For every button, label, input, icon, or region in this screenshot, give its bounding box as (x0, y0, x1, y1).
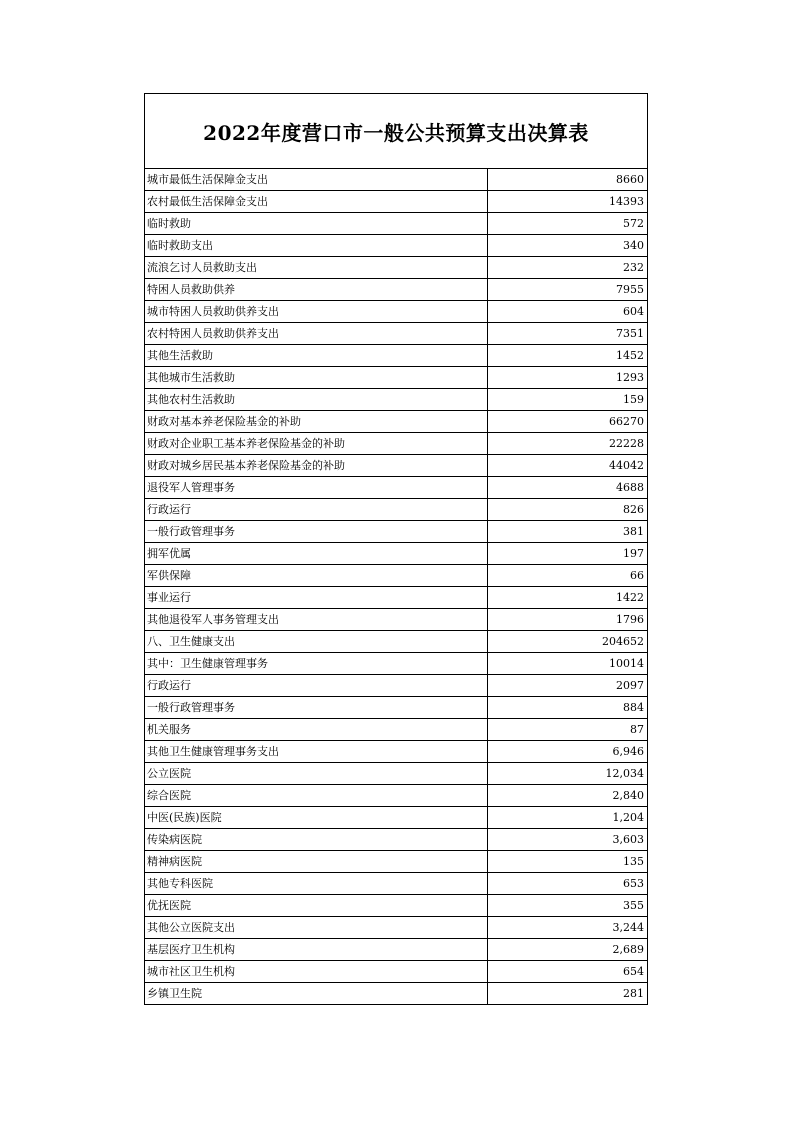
table-row (145, 609, 647, 631)
row-item-name: 传染病医院 (145, 829, 488, 851)
row-item-value: 7955 (488, 279, 648, 301)
row-item-name: 行政运行 (145, 499, 488, 521)
table-row (145, 961, 647, 983)
table-row (145, 345, 647, 367)
row-item-name: 城市最低生活保障金支出 (145, 169, 488, 191)
row-item-name: 八、卫生健康支出 (145, 631, 488, 653)
table-row (145, 631, 647, 653)
table-row (145, 675, 647, 697)
table-row (145, 653, 647, 675)
row-item-name: 临时救助支出 (145, 235, 488, 257)
row-item-value: 197 (488, 543, 648, 565)
row-item-value: 1,204 (488, 807, 648, 829)
table-row (145, 367, 647, 389)
table-row (145, 565, 647, 587)
row-item-name: 综合医院 (145, 785, 488, 807)
row-item-value: 66 (488, 565, 648, 587)
table-row (145, 499, 647, 521)
table-row (145, 983, 647, 1005)
row-item-name: 乡镇卫生院 (145, 983, 488, 1005)
row-item-name: 其他生活救助 (145, 345, 488, 367)
row-item-value: 1293 (488, 367, 648, 389)
row-item-value: 7351 (488, 323, 648, 345)
row-item-name: 优抚医院 (145, 895, 488, 917)
row-item-name: 城市特困人员救助供养支出 (145, 301, 488, 323)
table-row (145, 301, 647, 323)
table-row (145, 741, 647, 763)
table-row (145, 411, 647, 433)
row-item-value: 8660 (488, 169, 648, 191)
page-title: 2022年度营口市一般公共预算支出决算表 (203, 120, 589, 145)
table-row (145, 807, 647, 829)
row-item-name: 其他公立医院支出 (145, 917, 488, 939)
row-item-value: 12,034 (488, 763, 648, 785)
row-item-name: 退役军人管理事务 (145, 477, 488, 499)
row-item-name: 精神病医院 (145, 851, 488, 873)
row-item-name: 其他退役军人事务管理支出 (145, 609, 488, 631)
table-row (145, 235, 647, 257)
row-item-value: 604 (488, 301, 648, 323)
row-item-value: 159 (488, 389, 648, 411)
row-item-value: 6,946 (488, 741, 648, 763)
row-item-value: 87 (488, 719, 648, 741)
row-item-name: 临时救助 (145, 213, 488, 235)
row-item-value: 22228 (488, 433, 648, 455)
row-item-value: 4688 (488, 477, 648, 499)
table-row (145, 477, 647, 499)
table-row (145, 829, 647, 851)
row-item-value: 10014 (488, 653, 648, 675)
row-item-name: 拥军优属 (145, 543, 488, 565)
row-item-value: 572 (488, 213, 648, 235)
row-item-name: 财政对企业职工基本养老保险基金的补助 (145, 433, 488, 455)
row-item-value: 44042 (488, 455, 648, 477)
row-item-value: 355 (488, 895, 648, 917)
row-item-name: 城市社区卫生机构 (145, 961, 488, 983)
table-row (145, 939, 647, 961)
table-row (145, 785, 647, 807)
table-row (145, 917, 647, 939)
table-row (145, 719, 647, 741)
row-item-name: 一般行政管理事务 (145, 697, 488, 719)
row-item-value: 135 (488, 851, 648, 873)
row-item-name: 其他卫生健康管理事务支出 (145, 741, 488, 763)
row-item-name: 基层医疗卫生机构 (145, 939, 488, 961)
row-item-value: 3,244 (488, 917, 648, 939)
row-item-name: 农村最低生活保障金支出 (145, 191, 488, 213)
row-item-value: 66270 (488, 411, 648, 433)
table-row (145, 455, 647, 477)
row-item-value: 2097 (488, 675, 648, 697)
row-item-name: 特困人员救助供养 (145, 279, 488, 301)
row-item-name: 事业运行 (145, 587, 488, 609)
row-item-value: 1796 (488, 609, 648, 631)
row-item-name: 公立医院 (145, 763, 488, 785)
row-item-value: 653 (488, 873, 648, 895)
row-item-name: 机关服务 (145, 719, 488, 741)
row-item-value: 340 (488, 235, 648, 257)
table-row (145, 873, 647, 895)
table-row (145, 169, 647, 191)
row-item-value: 204652 (488, 631, 648, 653)
table-row (145, 279, 647, 301)
table-row (145, 257, 647, 279)
row-item-value: 281 (623, 987, 644, 1000)
row-item-name: 其他农村生活救助 (145, 389, 488, 411)
row-item-value: 2,689 (488, 939, 648, 961)
table-row (145, 213, 647, 235)
row-item-name: 财政对基本养老保险基金的补助 (145, 411, 488, 433)
title-cell (145, 94, 647, 169)
row-item-value: 14393 (488, 191, 648, 213)
row-item-name: 军供保障 (145, 565, 488, 587)
row-item-value: 654 (488, 961, 648, 983)
table-row (145, 587, 647, 609)
table-row (145, 323, 647, 345)
row-item-value: 1452 (488, 345, 648, 367)
row-item-value: 381 (488, 521, 648, 543)
row-item-name: 其中：卫生健康管理事务 (145, 653, 488, 675)
row-item-name: 中医(民族)医院 (145, 807, 488, 829)
table-row (145, 763, 647, 785)
row-item-value: 2,840 (488, 785, 648, 807)
row-item-name: 行政运行 (145, 675, 488, 697)
table-row (145, 521, 647, 543)
row-item-value: 3,603 (488, 829, 648, 851)
table-row (145, 697, 647, 719)
table-row (145, 851, 647, 873)
row-item-name: 其他城市生活救助 (145, 367, 488, 389)
table-row (145, 389, 647, 411)
table-row (145, 895, 647, 917)
table-body (145, 169, 647, 1004)
table-row (145, 191, 647, 213)
row-item-name: 其他专科医院 (145, 873, 488, 895)
row-item-value: 884 (488, 697, 648, 719)
row-item-name: 流浪乞讨人员救助支出 (145, 257, 488, 279)
row-item-value: 232 (488, 257, 648, 279)
table-row (145, 433, 647, 455)
row-item-name: 农村特困人员救助供养支出 (145, 323, 488, 345)
row-item-value: 826 (488, 499, 648, 521)
expenditure-table (145, 169, 647, 1004)
row-item-name: 财政对城乡居民基本养老保险基金的补助 (145, 455, 488, 477)
budget-table-sheet (144, 93, 648, 1005)
row-item-name: 一般行政管理事务 (145, 521, 488, 543)
row-item-value: 1422 (488, 587, 648, 609)
table-row (145, 543, 647, 565)
